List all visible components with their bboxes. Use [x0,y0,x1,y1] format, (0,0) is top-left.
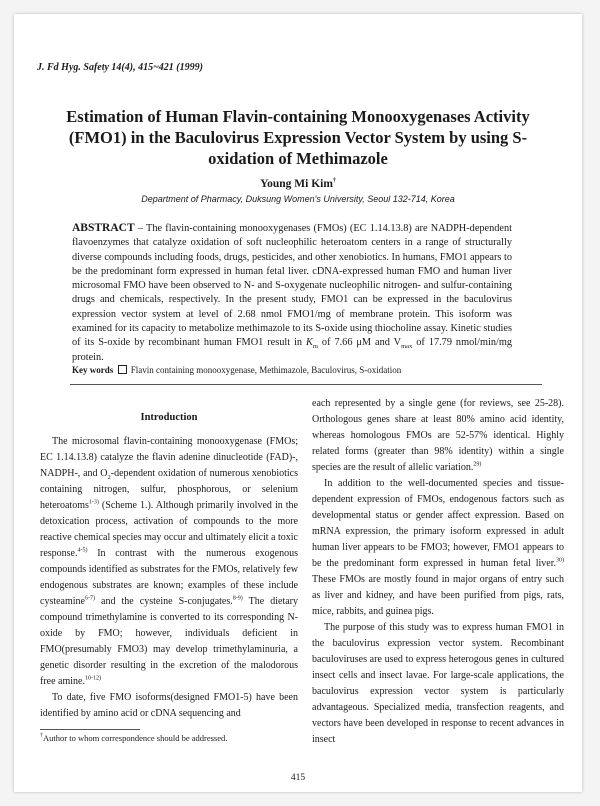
checkbox-square-icon [118,365,127,374]
author-dagger: † [332,178,336,185]
left-column [40,410,298,722]
author-line [14,178,582,190]
intro-paragraph-3: each represented by a single gene (for reviews, see 25-28). Orthologous genes share at least 80% amino acid identity, whereas homologous FMOs are 52-57% identical. Highly related forms (greater than 98% identity) within a single species are the result of allelic variation.$^{29)}$ [312,398,564,473]
footnote-text: Author to whom correspondence should be addressed. [43,733,228,743]
page-number: 415 [290,773,306,783]
journal-citation: J. Fd Hyg. Safety 14(4), 415~421 (1999) [37,62,203,73]
keywords-text: Flavin containing monooxygenase, Methimazole, Baculovirus, S-oxidation [130,365,402,375]
author-name: Young Mi Kim [260,178,333,190]
abstract [72,221,512,365]
km-symbol: K [306,337,313,349]
abstract-text: The flavin-containing monooxygenases (FMOs) (EC 1.14.13.8) are NADPH-dependent flavoenzymes that catalyze oxidation of soft nucleophilic heteroatom centers in a range of structurally diverse compounds including foods, drugs, pesticides, and other xenobiotics. In humans, FMO1 appears to be the predominant form expressed in human fetal liver. cDNA-expressed human FMO and human liver microsomal FMO have been observed to N- and S-oxygenate nucleophilic nitrogen- and sulfur-containing drugs and chemicals, respectively. In the present study, FMO1 can be expressed in the baculovirus expression vector system at level of 2.68 nmol FMO1/mg of membrane protein. This isoform was examined for its capacity to metabolize methimazole to its S-oxide using thiocholine assay. Kinetic studies of its S-oxide by recombinant human FMO1 result in [72,223,512,349]
abstract-text-2: of 7.66 μM and V [317,337,402,349]
keywords-label: Key words [72,365,114,375]
footnote-divider [40,729,140,730]
keywords-divider [70,384,542,385]
km-subscript: m [312,343,318,351]
abstract-text-3: of 17.79 nmol/min/mg protein. [72,337,512,363]
intro-paragraph-4: In addition to the well-documented species and tissue-dependent expression of FMOs, endogenous factors such as developmental status or gender affect expression. Based on mRNA expression, the primary isoform expressed in adult human liver appears to be FMO3; however, FMO1 appears to be the predominant form expressed in human fetal liver.$^{30)}$ These FMOs are mostly found in major organs of entry such as liver and kidney, and have been purified from pigs, rats, mice, rabbits, and guinea pigs. [312,478,564,617]
intro-paragraph-1: The microsomal flavin-containing monooxygenase (FMOs; EC 1.14.13.8) catalyze the flavin adenine dinucleotide (FAD)-, NADPH-, and $O_2$-dependent oxidation of numerous xenobiotics containing nitrogen, sulfur, phosphorous, or selenium heteroatoms$^{1-3)}$ (Scheme 1.). Although primarily involved in the detoxication process, activation of compounds to the more reactive chemical species may occur and ultimately elicit a toxic response.$^{4-5)}$ In contrast with the numerous exogenous compounds identified as substrates for the FMOs, relatively few endogenous substrates are known; examples of these include cysteamine$^{6-7)}$ and the cysteine S-conjugates.$^{8-9)}$ The dietary compound trimethylamine is converted to its corresponding N-oxide by FMO; however, individuals deficient in FMO(presumably FMO3) may develop trimethylaminuria, a genetic disorder resulting in the excretion of the malodorous free amine.$^{10-12)}$ [40,436,298,687]
keywords-line [72,365,542,375]
footnote-dagger: † [40,733,43,740]
right-column [312,396,564,748]
paper-page [14,14,582,792]
footnote [40,733,227,743]
abstract-label: ABSTRACT [72,222,135,234]
abstract-dash: – [134,223,147,234]
intro-heading: Introduction [140,412,198,423]
vmax-subscript: max [401,343,413,351]
intro-paragraph-2: To date, five FMO isoforms(designed FMO1-5) have been identified by amino acid or cDNA sequencing and [40,692,298,719]
intro-paragraph-5: The purpose of this study was to express human FMO1 in the baculovirus expression vector system. Recombinant baculoviruses are used to express heterogous genes in cultured insect cells and insect lavae. For large-scale applications, the baculovirus expression vector system is particularly advantageous. Specialized media, transfection reagents, and vectors have been developed in response to recent advances in insect [312,622,564,745]
paper-title: Estimation of Human Flavin-containing Monooxygenases Activity (FMO1) in the Baculovirus Expression Vector System by using S-oxidation of Methimazole [66,107,530,168]
author-affiliation: Department of Pharmacy, Duksung Women's University, Seoul 132-714, Korea [141,194,455,204]
